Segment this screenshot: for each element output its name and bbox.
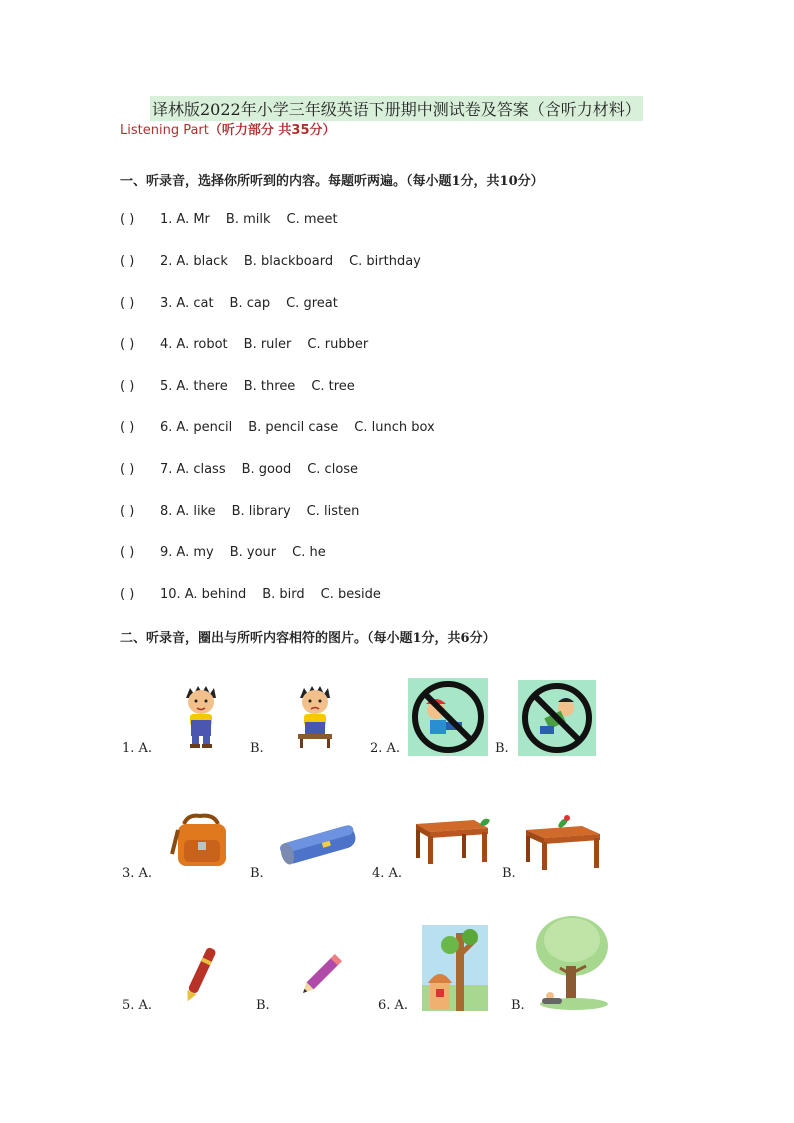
page-title: 译林版2022年小学三年级英语下册期中测试卷及答案（含听力材料） (150, 96, 643, 121)
boy-standing-image (178, 684, 224, 750)
question-number: 3. (160, 296, 173, 311)
tree-house-image (422, 925, 488, 1011)
label-6b: B. (511, 998, 525, 1013)
answer-bracket[interactable]: ( ) (120, 212, 135, 227)
boy-sitting-image (292, 684, 338, 750)
option-c: C. meet (286, 212, 338, 227)
label-6a: 6. A. (378, 998, 409, 1013)
answer-bracket[interactable]: ( ) (120, 420, 135, 435)
option-b: B. your (229, 545, 277, 560)
question-number: 2. (160, 254, 173, 269)
option-c: C. rubber (307, 337, 369, 352)
label-3a: 3. A. (122, 866, 153, 881)
option-a: A. robot (176, 337, 228, 352)
option-b: B. good (241, 462, 292, 477)
option-b: B. pencil case (248, 420, 339, 435)
option-c: C. listen (306, 504, 360, 519)
desk-bird-image (412, 814, 494, 866)
question-number: 5. (160, 379, 173, 394)
answer-bracket[interactable]: ( ) (120, 587, 135, 602)
no-sign-boy-lying-image (518, 680, 596, 756)
question-row (120, 587, 381, 602)
answer-bracket[interactable]: ( ) (120, 379, 135, 394)
option-a: A. behind (184, 587, 247, 602)
listening-part-en: Listening Part (120, 123, 209, 138)
pencil-case-image (276, 822, 360, 866)
label-1a: 1. A. (122, 741, 153, 756)
question-number: 9. (160, 545, 173, 560)
answer-bracket[interactable]: ( ) (120, 337, 135, 352)
section-2-heading: 二、听录音，圈出与所听内容相符的图片。（每小题1分，共6分） (120, 631, 496, 646)
question-number: 8. (160, 504, 173, 519)
question-number: 6. (160, 420, 173, 435)
listening-part-cn: （听力部分 共35分） (208, 123, 336, 138)
pencil-image (296, 950, 344, 1002)
option-b: B. library (231, 504, 291, 519)
question-row (120, 545, 326, 560)
option-a: A. like (176, 504, 216, 519)
question-row (120, 254, 421, 269)
question-row (120, 296, 338, 311)
option-a: A. class (176, 462, 226, 477)
question-row (120, 504, 359, 519)
answer-bracket[interactable]: ( ) (120, 462, 135, 477)
label-5b: B. (256, 998, 270, 1013)
option-b: B. three (243, 379, 296, 394)
desk-bird-2-image (524, 812, 604, 872)
option-c: C. tree (311, 379, 355, 394)
label-4b: B. (502, 866, 516, 881)
option-c: C. close (307, 462, 359, 477)
question-number: 4. (160, 337, 173, 352)
option-b: B. milk (225, 212, 271, 227)
answer-bracket[interactable]: ( ) (120, 545, 135, 560)
question-number: 7. (160, 462, 173, 477)
option-c: C. great (286, 296, 338, 311)
label-1b: B. (250, 741, 264, 756)
question-row (120, 420, 435, 435)
option-b: B. cap (229, 296, 271, 311)
option-c: C. birthday (349, 254, 421, 269)
label-5a: 5. A. (122, 998, 153, 1013)
option-c: C. beside (320, 587, 381, 602)
no-sign-boy-image (408, 678, 488, 756)
label-3b: B. (250, 866, 264, 881)
listening-part-label (120, 119, 336, 138)
option-a: A. there (176, 379, 228, 394)
label-2a: 2. A. (370, 741, 401, 756)
schoolbag-image (170, 814, 232, 868)
option-b: B. bird (262, 587, 305, 602)
question-row (120, 379, 355, 394)
question-number: 10. (160, 587, 181, 602)
option-c: C. he (292, 545, 326, 560)
answer-bracket[interactable]: ( ) (120, 504, 135, 519)
answer-bracket[interactable]: ( ) (120, 296, 135, 311)
question-row (120, 462, 358, 477)
option-a: A. my (176, 545, 214, 560)
question-row (120, 212, 338, 227)
option-a: A. pencil (176, 420, 233, 435)
option-b: B. blackboard (243, 254, 334, 269)
pen-image (180, 944, 220, 1006)
option-a: A. cat (176, 296, 214, 311)
label-2b: B. (495, 741, 509, 756)
question-number: 1. (160, 212, 173, 227)
option-a: A. black (176, 254, 228, 269)
section-1-heading: 一、听录音，选择你所听到的内容。每题听两遍。（每小题1分，共10分） (120, 174, 544, 189)
label-4a: 4. A. (372, 866, 403, 881)
big-tree-image (530, 910, 612, 1012)
option-c: C. lunch box (354, 420, 435, 435)
question-row (120, 337, 368, 352)
answer-bracket[interactable]: ( ) (120, 254, 135, 269)
option-b: B. ruler (243, 337, 292, 352)
option-a: A. Mr (176, 212, 210, 227)
